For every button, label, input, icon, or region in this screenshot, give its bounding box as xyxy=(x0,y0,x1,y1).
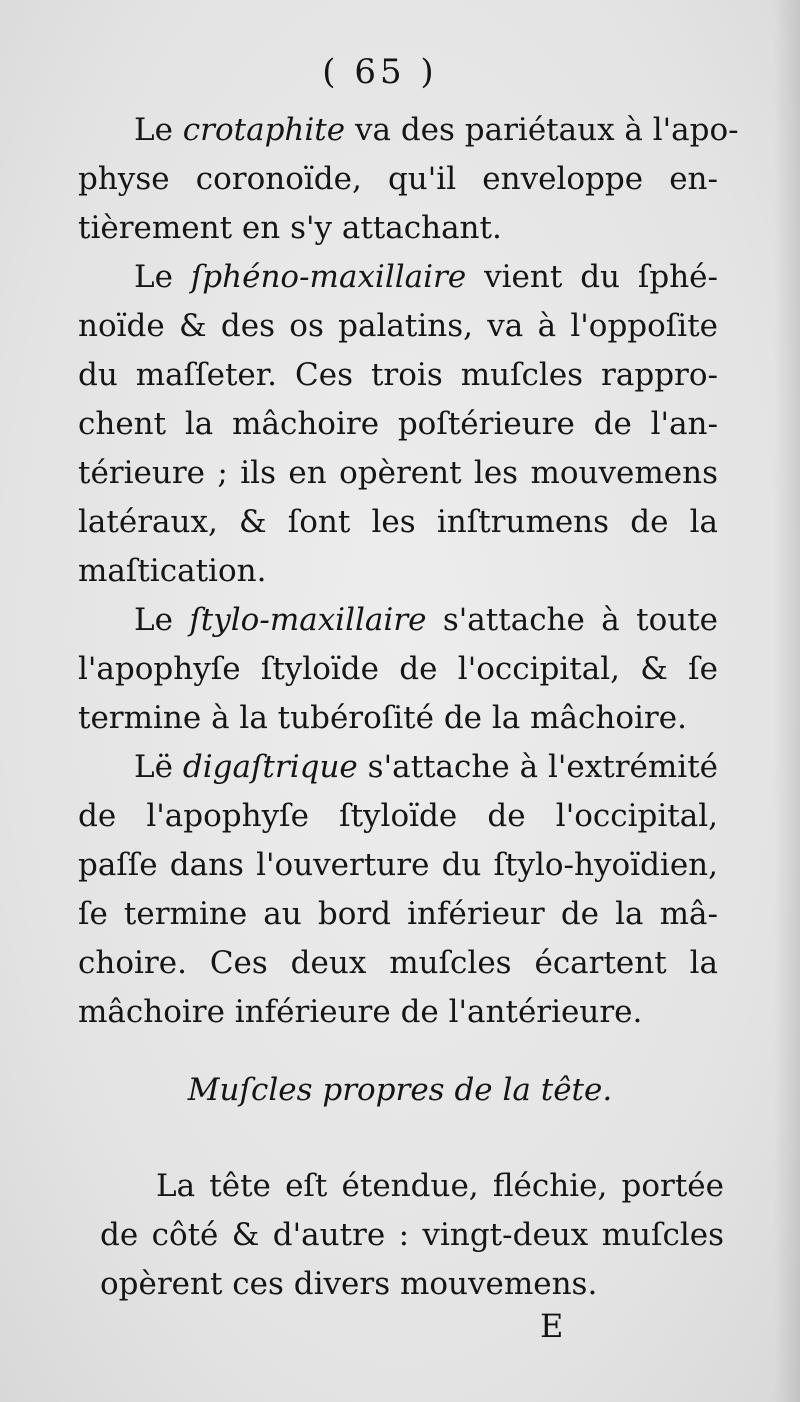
text-run: Le xyxy=(134,259,191,295)
text-run: vient du ſphé- xyxy=(466,259,718,295)
signature-mark: E xyxy=(540,1307,564,1345)
text-line: noïde & des os palatins, va à l'oppoſite xyxy=(78,308,718,344)
text-line: tièrement en s'y attachant. xyxy=(78,210,502,246)
text-run: s'attache à l'extrémité xyxy=(357,749,718,785)
text-line: térieure ; ils en opèrent les mouvemens xyxy=(78,455,718,491)
text-line xyxy=(78,106,739,155)
muscle-term: digaſtrique xyxy=(182,749,358,785)
text-line: maſtication. xyxy=(78,553,267,589)
text-line: ſe termine au bord inférieur de la mâ- xyxy=(78,896,718,932)
text-line: La tête eſt étendue, fléchie, portée xyxy=(156,1168,724,1204)
text-line: chent la mâchoire poſtérieure de l'an- xyxy=(78,406,718,442)
text-run: s'attache à toute xyxy=(426,602,718,638)
text-line: l'apophyſe ſtyloïde de l'occipital, & ſe xyxy=(78,651,718,687)
section-heading: Muſcles propres de la tête. xyxy=(187,1072,613,1108)
text-line: latéraux, & ſont les inſtrumens de la xyxy=(78,504,718,540)
text-line: choire. Ces deux muſcles écartent la xyxy=(78,945,718,981)
muscle-term: ſtylo-maxillaire xyxy=(189,602,427,638)
text-line: paſſe dans l'ouverture du ſtylo-hyoïdien, xyxy=(78,847,718,883)
text-line: physe coronoïde, qu'il enveloppe en- xyxy=(78,161,718,197)
text-line: mâchoire inférieure de l'antérieure. xyxy=(78,994,643,1030)
text-line xyxy=(78,743,718,792)
muscle-term: crotaphite xyxy=(182,112,346,148)
muscle-term: ſphéno-maxillaire xyxy=(190,259,467,295)
text-line: de l'apophyſe ſtyloïde de l'occipital, xyxy=(78,798,718,834)
text-run: Lë xyxy=(134,749,183,785)
text-line: du maſſeter. Ces trois muſcles rappro- xyxy=(78,357,718,393)
page-number: ( 65 ) xyxy=(322,52,438,92)
text-line xyxy=(78,253,718,302)
text-line: opèrent ces divers mouvemens. xyxy=(100,1266,598,1302)
text-line xyxy=(78,596,718,645)
text-run: Le xyxy=(134,602,190,638)
text-run: Le xyxy=(134,112,183,148)
text-run: va des pariétaux à l'apo- xyxy=(345,112,739,148)
closing-paragraph xyxy=(100,1162,724,1309)
text-line: termine à la tubéroſité de la mâchoire. xyxy=(78,700,687,736)
text-line: de côté & d'autre : vingt-deux muſcles xyxy=(100,1217,724,1253)
body-text xyxy=(78,106,739,1037)
